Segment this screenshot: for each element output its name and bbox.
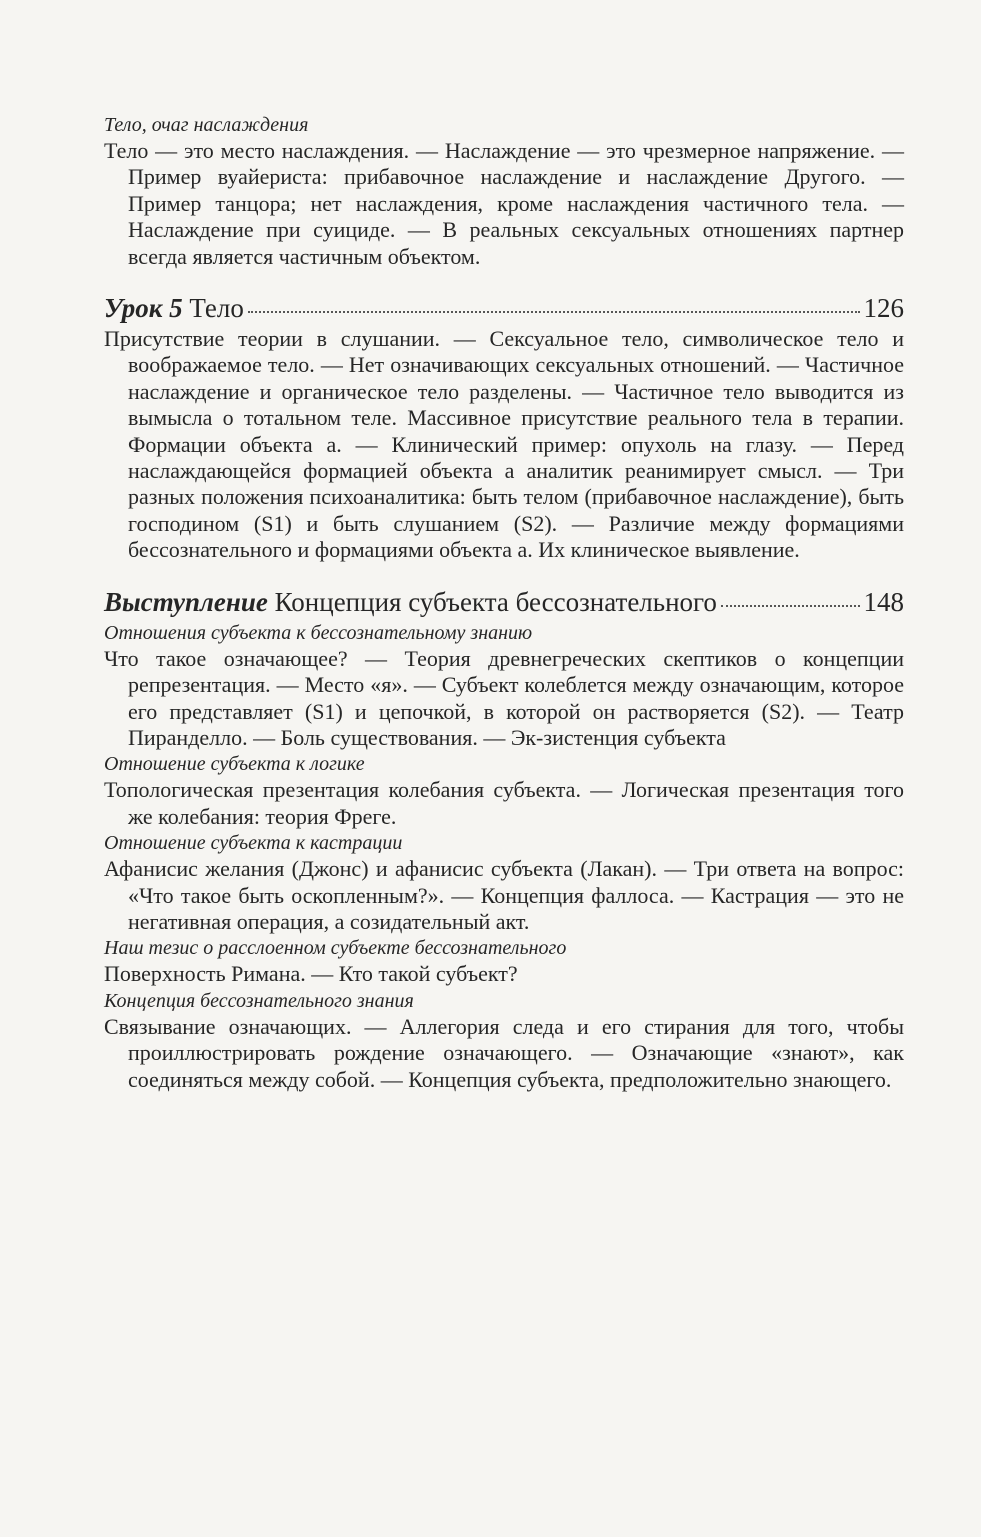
dot-leader bbox=[248, 311, 860, 313]
toc-entry-lesson-5[interactable] bbox=[104, 292, 904, 564]
toc-heading bbox=[104, 292, 904, 324]
toc-page bbox=[104, 112, 904, 1093]
toc-heading-kind: Выступление bbox=[104, 586, 268, 617]
toc-entry-speech[interactable] bbox=[104, 586, 904, 1093]
toc-section-body bbox=[104, 112, 904, 270]
toc-heading-title bbox=[104, 292, 244, 324]
subsection-title: Концепция бессознательного знания bbox=[104, 989, 414, 1012]
subsection-summary: Поверхность Римана. — Кто такой субъект? bbox=[104, 961, 518, 987]
subsection-summary: Афанисис желания (Джонс) и афанисис субъекта (Лакан). — Три ответа на вопрос: «Что такое быть оскопленным?». — Концепция фаллоса. — Кастрация — это не негативная операция, а созидательный акт. bbox=[104, 856, 904, 934]
subsection-summary: Топологическая презентация колебания субъекта. — Логическая презентация того же колебания: теория Фреге. bbox=[104, 777, 904, 829]
dot-leader bbox=[721, 605, 860, 607]
section-summary: Тело — это место наслаждения. — Наслаждение — это чрезмерное напряжение. — Пример вуайериста: прибавочное наслаждение и наслаждение Другого. — Пример танцора; нет наслаждения, кроме наслаждения частичного тела. — Наслаждение при суициде. — В реальных сексуальных отношениях партнер всегда является частичным объектом. bbox=[104, 138, 904, 269]
subsection-summary: Что такое означающее? — Теория древнегреческих скептиков о концепции репрезентация. — Место «я». — Субъект колеблется между означающим, которое его представляет (S1) и цепочкой, в которой он растворяется (S2). — Театр Пиранделло. — Боль существования. — Эк-зистенция субъекта bbox=[104, 645, 904, 750]
subsection-title: Отношения субъекта к бессознательному знанию bbox=[104, 621, 533, 644]
toc-heading-name: Концепция субъекта бессознательного bbox=[274, 586, 717, 617]
subsection-title: Наш тезис о расслоенном субъекте бессознательного bbox=[104, 937, 567, 960]
section-subtitle: Тело, очаг наслаждения bbox=[104, 114, 309, 136]
subsection-summary: Связывание означающих. — Аллегория следа и его стирания для того, чтобы проиллюстрировать рождение означающего. — Означающие «знают», как соединяться между собой. — Концепция субъекта, предположительно знающего. bbox=[104, 1013, 904, 1092]
subsection-title: Отношение субъекта к логике bbox=[104, 753, 365, 776]
toc-heading-name: Тело bbox=[189, 293, 244, 324]
toc-heading-kind: Урок 5 bbox=[104, 293, 183, 324]
lesson-summary: Присутствие теории в слушании. — Сексуальное тело, символическое тело и воображаемое тело. — Нет означивающих сексуальных отношений. — Частичное наслаждение и органическое тело разделены. — Частичное тело выводится из вымысла о тотальном теле. Массивное присутствие реального тела в терапии. Формации объекта a. — Клинический пример: опухоль на глазу. — Перед наслаждающейся формацией объекта a аналитик реанимирует смысл. — Три разных положения психоаналитика: быть телом (прибавочное наслаждение), быть господином (S1) и быть слушанием (S2). — Различие между формациями бессознательного и формациями объекта a. Их клиническое выявление. bbox=[104, 326, 904, 563]
subsection-title: Отношение субъекта к кастрации bbox=[104, 832, 403, 855]
page-number: 148 bbox=[863, 586, 904, 617]
page-number: 126 bbox=[863, 293, 904, 324]
toc-heading bbox=[104, 586, 904, 618]
toc-heading-title bbox=[104, 586, 717, 618]
